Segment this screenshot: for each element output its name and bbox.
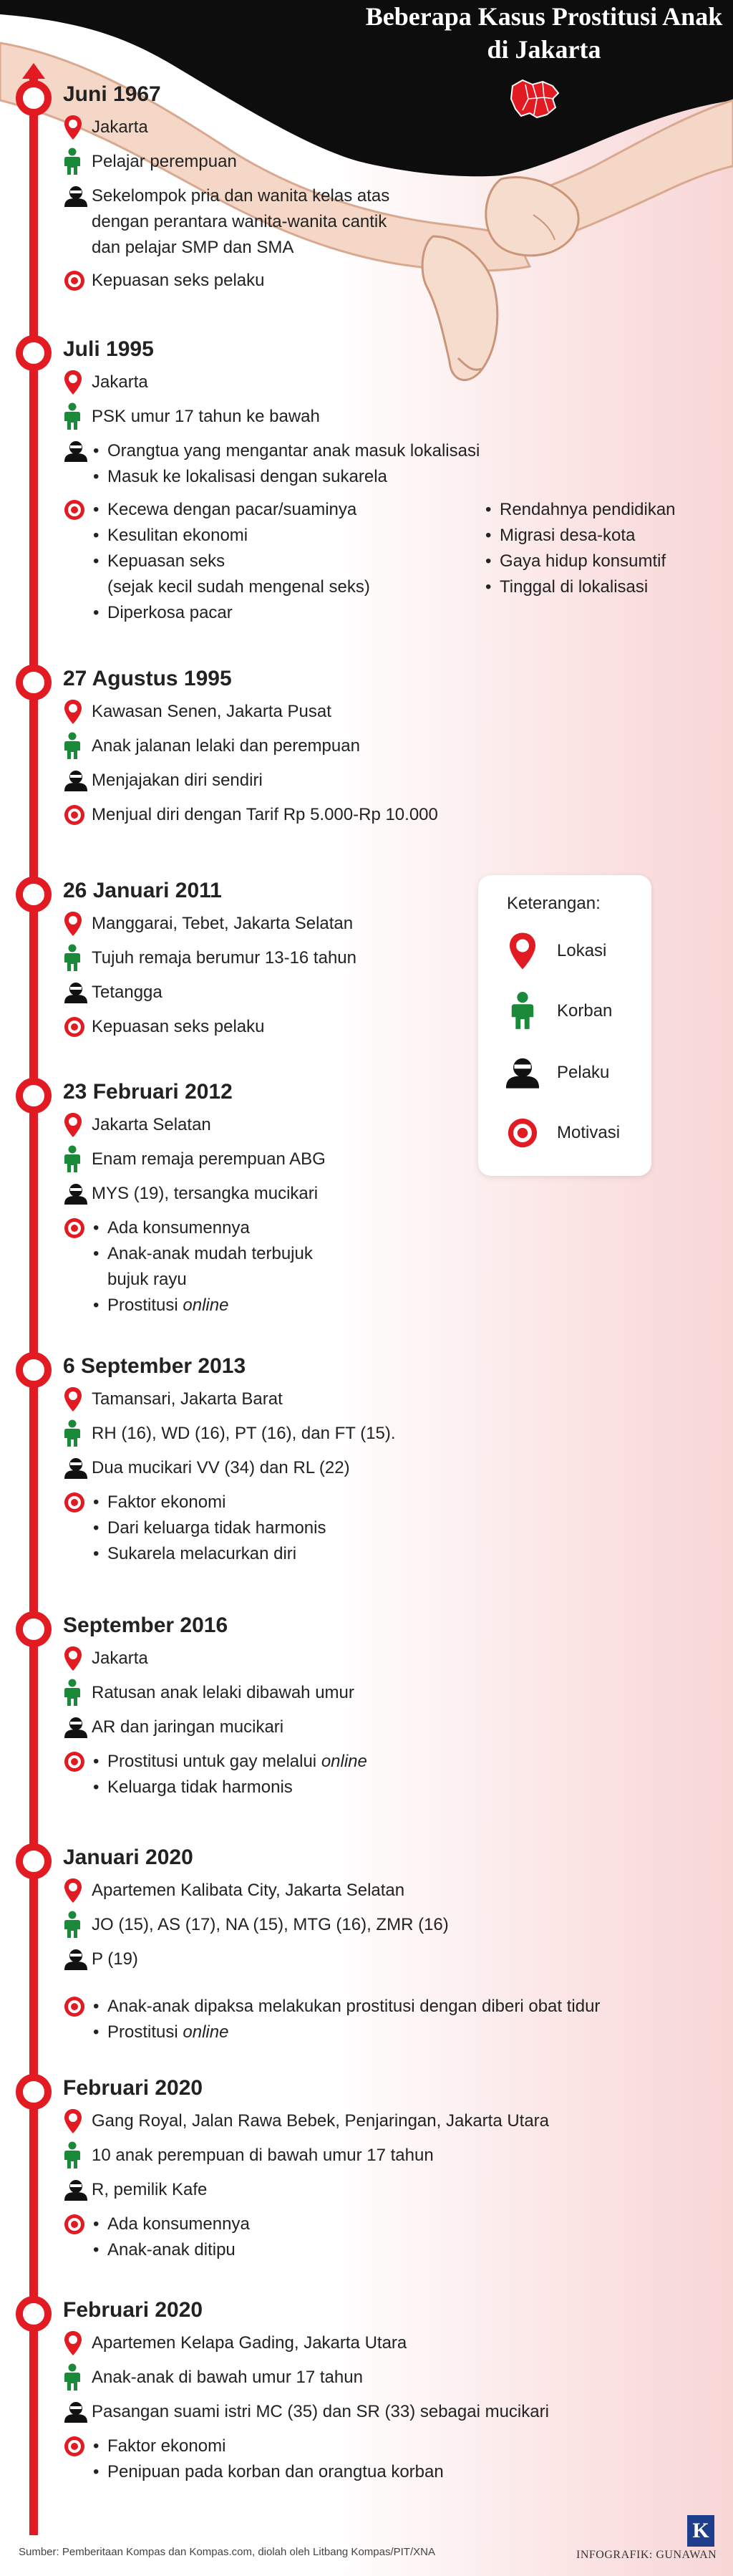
victim-person-icon [63,2141,92,2170]
timeline-node [16,2074,52,2110]
pelaku-item: • Orangtua yang mengantar anak masuk lokalisasi [92,438,480,464]
korban-text: RH (16), WD (16), PT (16), dan FT (15). [92,1424,396,1443]
lokasi-text: Tamansari, Jakarta Barat [92,1389,283,1409]
event-date: 27 Agustus 1995 [63,667,232,690]
target-icon [63,1214,92,1243]
timeline-node [16,1611,52,1647]
timeline-node [16,877,52,912]
row-korban [63,402,707,431]
row-korban [63,1679,707,1707]
pelaku-line: dan pelajar SMP dan SMA [92,238,294,257]
pelaku-text [92,183,389,261]
title-line-1: Beberapa Kasus Prostitusi Anak [365,2,723,31]
row-korban [63,2363,707,2392]
target-icon [63,2210,92,2239]
row-korban [63,1419,707,1448]
timeline-node [16,1843,52,1879]
row-korban [63,2141,707,2170]
row-motivasi [63,1214,707,1318]
legend-label: Lokasi [557,941,607,960]
victim-person-icon [63,402,92,431]
infographic-title [358,0,730,66]
row-motivasi [63,1488,707,1567]
motivasi-list-col2 [484,497,676,600]
motivasi-item-italic: online [183,2022,229,2042]
motivasi-item: • Ada konsumennya [92,1215,313,1241]
victim-person-icon [63,1145,92,1174]
pelaku-list [92,438,480,490]
korban-text: PSK umur 17 tahun ke bawah [92,407,320,426]
motivasi-item: • Kepuasan seks [92,549,370,574]
timeline-line [29,72,38,2535]
row-pelaku [63,1945,707,1974]
kompas-logo: K [687,2515,714,2547]
pelaku-text: Dua mucikari VV (34) dan RL (22) [92,1458,350,1477]
location-pin-icon [63,113,92,142]
row-motivasi [63,2210,707,2263]
perpetrator-icon [63,1454,92,1482]
pelaku-text: P (19) [92,1949,138,1969]
credit-note: INFOGRAFIK: GUNAWAN [576,2549,717,2561]
row-motivasi [63,2432,707,2485]
motivasi-item: • Migrasi desa-kota [484,523,676,549]
pelaku-text: Tetangga [92,983,162,1002]
victim-person-icon [63,1911,92,1939]
row-korban [63,148,707,176]
event-date: Juni 1967 [63,82,161,106]
motivasi-item: • Anak-anak mudah terbujuk [92,1241,313,1267]
pelaku-line: dengan perantara wanita-wanita cantik [92,212,387,231]
perpetrator-icon [63,2176,92,2204]
row-motivasi [63,1992,707,2045]
motivasi-item [92,1749,367,1775]
pelaku-line: Sekelompok pria dan wanita kelas atas [92,186,390,206]
location-pin-icon [63,368,92,397]
row-pelaku [63,182,707,261]
event-date: Januari 2020 [63,1846,193,1869]
event-januari-2020 [63,1843,707,2051]
event-september-2016 [63,1611,707,1806]
target-icon [63,1747,92,1776]
row-pelaku [63,2176,707,2204]
row-motivasi [63,1747,707,1800]
row-lokasi [63,1876,707,1905]
row-pelaku [63,766,707,795]
lokasi-text: Jakarta Selatan [92,1115,211,1134]
legend-label: Pelaku [557,1063,610,1082]
event-date: Februari 2020 [63,2298,203,2322]
target-icon [63,496,92,524]
motivasi-text: Kepuasan seks pelaku [92,271,265,290]
motivasi-item: • Faktor ekonomi [92,1490,326,1515]
pelaku-text: Pasangan suami istri MC (35) dan SR (33) sebagai mucikari [92,2402,549,2421]
legend-item-pelaku [501,1051,644,1094]
timeline-node [16,2296,52,2332]
legend-label: Motivasi [557,1123,621,1142]
event-date: Juli 1995 [63,337,154,361]
location-pin-icon [63,1385,92,1414]
target-icon [63,1488,92,1517]
motivasi-list [92,2211,250,2263]
lokasi-text: Kawasan Senen, Jakarta Pusat [92,702,331,721]
motivasi-item: • Penipuan pada korban dan orangtua korban [92,2459,444,2485]
korban-text: 10 anak perempuan di bawah umur 17 tahun [92,2146,434,2165]
row-lokasi [63,1644,707,1673]
perpetrator-icon [63,437,92,465]
victim-person-icon [63,944,92,973]
event-date: 26 Januari 2011 [63,879,222,902]
title-line-2: di Jakarta [487,35,601,64]
lokasi-text: Jakarta [92,117,148,137]
motivasi-list [92,2433,444,2485]
target-icon [63,1013,92,1041]
location-pin-icon [63,698,92,726]
korban-text: Anak-anak di bawah umur 17 tahun [92,2368,363,2387]
row-korban [63,732,707,761]
motivasi-list [92,1490,326,1567]
motivasi-item [92,2020,600,2045]
motivasi-item: • Rendahnya pendidikan [484,497,676,523]
legend-label: Korban [557,1001,613,1021]
motivasi-list [92,497,370,626]
motivasi-item: • Sukarela melacurkan diri [92,1541,326,1567]
victim-person-icon [63,148,92,176]
event-date: September 2016 [63,1613,228,1637]
korban-text: Pelajar perempuan [92,152,237,171]
lokasi-text: Apartemen Kalibata City, Jakarta Selatan [92,1881,405,1900]
perpetrator-icon [63,182,92,211]
timeline-node [16,80,52,116]
event-27-agustus-1995 [63,665,707,835]
motivasi-item: • Anak-anak dipaksa melakukan prostitusi dengan diberi obat tidur [92,1994,600,2020]
motivasi-item-text: Prostitusi [107,1296,178,1315]
target-icon [63,2432,92,2461]
timeline-node [16,335,52,371]
korban-text: JO (15), AS (17), NA (15), MTG (16), ZMR (16) [92,1915,449,1934]
lokasi-text: Jakarta [92,1649,148,1668]
pelaku-text: Menjajakan diri sendiri [92,771,263,790]
timeline-node [16,665,52,700]
event-6-september-2013 [63,1352,707,1573]
target-icon [63,801,92,829]
perpetrator-icon [63,766,92,795]
timeline-node [16,1352,52,1388]
location-pin-icon [63,1111,92,1139]
motivasi-item: • Kecewa dengan pacar/suaminya [92,497,370,523]
location-pin-icon [501,930,544,973]
pelaku-text: AR dan jaringan mucikari [92,1717,284,1737]
victim-person-icon [501,990,544,1033]
event-februari-2020-penjaringan [63,2074,707,2269]
event-date: 6 September 2013 [63,1354,246,1378]
legend-item-motivasi [501,1111,644,1154]
row-pelaku [63,1713,707,1742]
perpetrator-icon [63,1945,92,1974]
victim-person-icon [63,732,92,761]
location-pin-icon [63,1644,92,1673]
motivasi-note: (sejak kecil sudah mengenal seks) [107,577,370,597]
perpetrator-icon [501,1051,544,1094]
row-lokasi [63,1385,707,1414]
row-pelaku [63,2398,707,2426]
motivasi-item: • Kesulitan ekonomi [92,523,370,549]
victim-person-icon [63,1679,92,1707]
event-juni-1967 [63,80,707,301]
korban-text: Tujuh remaja berumur 13-16 tahun [92,948,356,968]
motivasi-text: Menjual diri dengan Tarif Rp 5.000-Rp 10.000 [92,805,438,824]
motivasi-list [92,1994,600,2045]
victim-person-icon [63,1419,92,1448]
legend-title: Keterangan: [507,894,601,913]
lokasi-text: Gang Royal, Jalan Rawa Bebek, Penjaringan, Jakarta Utara [92,2111,550,2131]
row-pelaku [63,1180,707,1208]
pelaku-text: MYS (19), tersangka mucikari [92,1184,319,1203]
pelaku-text: R, pemilik Kafe [92,2180,208,2199]
row-korban [63,1911,707,1939]
row-pelaku [63,437,707,490]
perpetrator-icon [63,1180,92,1208]
victim-person-icon [63,2363,92,2392]
source-note: Sumber: Pemberitaan Kompas dan Kompas.com, diolah oleh Litbang Kompas/PIT/XNA [19,2546,435,2558]
motivasi-item: • Keluarga tidak harmonis [92,1775,367,1800]
legend-item-lokasi [501,930,644,973]
timeline-node [16,1078,52,1114]
motivasi-item-italic: online [321,1752,367,1771]
lokasi-text: Manggarai, Tebet, Jakarta Selatan [92,914,354,933]
motivasi-item-cont: bujuk rayu [107,1270,187,1289]
row-lokasi [63,698,707,726]
lokasi-text: Jakarta [92,372,148,392]
event-juli-1995 [63,335,707,632]
location-pin-icon [63,2329,92,2358]
row-lokasi [63,113,707,142]
row-lokasi [63,2107,707,2136]
motivasi-text: Kepuasan seks pelaku [92,1017,265,1036]
row-motivasi [63,496,707,626]
row-motivasi [63,801,707,829]
event-date: 23 Februari 2012 [63,1080,233,1104]
row-lokasi [63,368,707,397]
korban-text: Enam remaja perempuan ABG [92,1149,326,1169]
event-februari-2020-kelapa-gading [63,2296,707,2491]
target-icon [501,1111,544,1154]
motivasi-item: • Diperkosa pacar [92,600,370,626]
target-icon [63,266,92,295]
motivasi-item: • Dari keluarga tidak harmonis [92,1515,326,1541]
motivasi-item-text: Prostitusi untuk gay melalui [107,1752,317,1771]
row-motivasi [63,266,707,295]
motivasi-item-italic: online [183,1296,229,1315]
location-pin-icon [63,1876,92,1905]
perpetrator-icon [63,1713,92,1742]
motivasi-list [92,1749,367,1800]
motivasi-item [92,1293,313,1318]
legend-item-korban [501,990,644,1033]
motivasi-item: • Faktor ekonomi [92,2433,444,2459]
location-pin-icon [63,2107,92,2136]
motivasi-list [92,1215,313,1318]
pelaku-item: • Masuk ke lokalisasi dengan sukarela [92,464,480,490]
perpetrator-icon [63,2398,92,2426]
row-pelaku [63,1454,707,1482]
event-date: Februari 2020 [63,2076,203,2100]
motivasi-item: • Tinggal di lokalisasi [484,574,676,600]
lokasi-text: Apartemen Kelapa Gading, Jakarta Utara [92,2333,407,2353]
motivasi-item: • Ada konsumennya [92,2211,250,2237]
legend-box [478,875,651,1176]
korban-text: Ratusan anak lelaki dibawah umur [92,1683,354,1702]
motivasi-item: • Anak-anak ditipu [92,2237,250,2263]
motivasi-item-text: Prostitusi [107,2022,178,2042]
target-icon [63,1992,92,2021]
row-lokasi [63,2329,707,2358]
location-pin-icon [63,910,92,938]
korban-text: Anak jalanan lelaki dan perempuan [92,736,360,756]
perpetrator-icon [63,978,92,1007]
motivasi-item: • Gaya hidup konsumtif [484,549,676,574]
